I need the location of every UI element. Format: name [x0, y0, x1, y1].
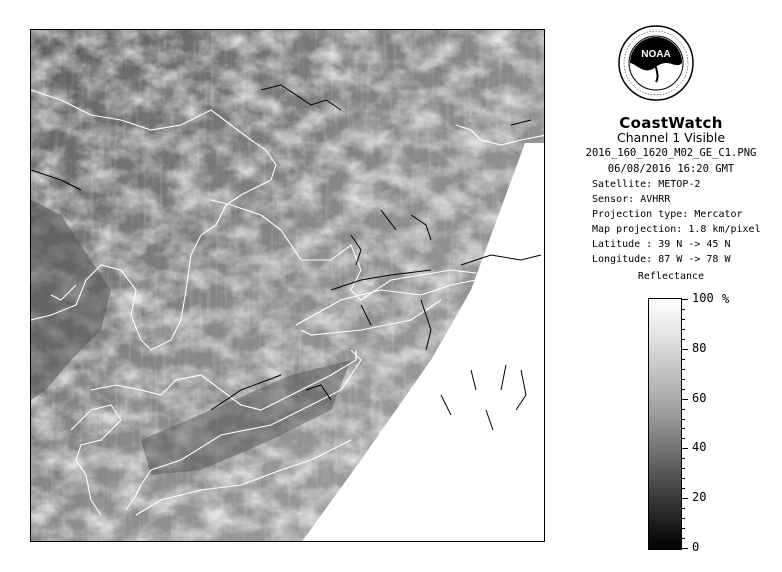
colorbar-tick — [682, 458, 685, 459]
colorbar-tick — [682, 409, 685, 410]
colorbar-tick — [682, 369, 685, 370]
datetime: 06/08/2016 16:20 GMT — [607, 163, 735, 175]
colorbar-unit: % — [722, 292, 730, 306]
colorbar-tick — [682, 389, 685, 390]
colorbar-label: Reflectance — [637, 271, 705, 282]
meta-latitude: Latitude : 39 N -> 45 N — [592, 239, 731, 250]
meta-sensor: Sensor: AVHRR — [592, 194, 671, 205]
colorbar-tick — [682, 548, 688, 549]
filename: 2016_160_1620_M02_GE_C1.PNG — [585, 147, 757, 159]
colorbar-tick — [682, 518, 685, 519]
colorbar-tick-label: 60 — [692, 390, 707, 405]
colorbar-tick — [682, 379, 685, 380]
meta-satellite: Satellite: METOP-2 — [592, 179, 701, 190]
colorbar-tick — [682, 359, 685, 360]
colorbar-tick — [682, 329, 685, 330]
colorbar-tick-label: 20 — [692, 490, 707, 505]
colorbar-tick — [682, 438, 685, 439]
meta-longitude: Longitude: 87 W -> 78 W — [592, 254, 731, 265]
subtitle: Channel 1 Visible — [616, 130, 726, 145]
colorbar-tick — [682, 339, 685, 340]
colorbar-tick — [682, 349, 688, 350]
colorbar-tick — [682, 538, 685, 539]
colorbar-tick — [682, 419, 685, 420]
colorbar-tick-label: 80 — [692, 340, 707, 355]
colorbar-tick — [682, 478, 685, 479]
colorbar-tick — [682, 488, 685, 489]
colorbar-tick — [682, 319, 685, 320]
meta-projection-type: Projection type: Mercator — [592, 209, 743, 220]
colorbar-tick — [682, 498, 688, 499]
noaa-logo-text: NOAA — [641, 49, 671, 60]
colorbar-tick-label: 100 — [692, 291, 714, 305]
colorbar-tick — [682, 299, 688, 300]
meta-map-projection: Map projection: 1.8 km/pixel — [592, 224, 761, 235]
colorbar-tick — [682, 528, 685, 529]
colorbar-tick — [682, 399, 688, 400]
colorbar-tick — [682, 428, 685, 429]
colorbar-tick-label: 40 — [692, 440, 707, 455]
colorbar-tick — [682, 508, 685, 509]
colorbar-tick — [682, 309, 685, 310]
satellite-image — [30, 29, 545, 542]
colorbar-tick-label: 0 — [692, 540, 700, 554]
colorbar-tick — [682, 468, 685, 469]
colorbar-tick — [682, 448, 688, 449]
colorbar — [648, 298, 682, 550]
title: CoastWatch — [619, 114, 723, 132]
noaa-logo — [617, 24, 695, 102]
